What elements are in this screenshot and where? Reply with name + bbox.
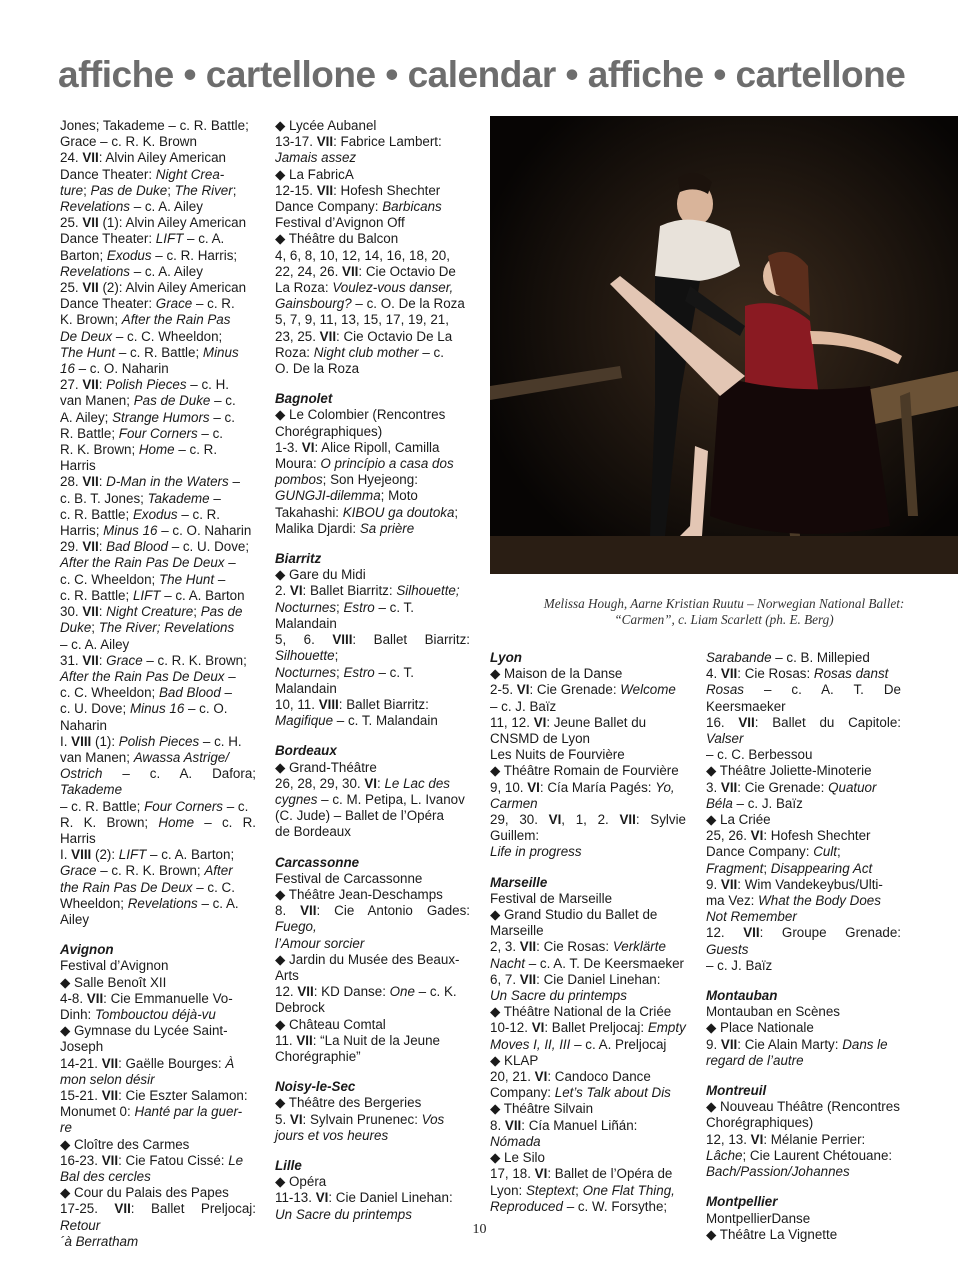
listing-line: Fragment; Disappearing Act	[706, 860, 873, 876]
listing-line: 14-21. VII: Gaëlle Bourges: À	[60, 1055, 235, 1071]
listing-line: 11, 12. VI: Jeune Ballet du	[490, 714, 647, 730]
listing-line: Bach/Passion/Johannes	[706, 1164, 850, 1180]
listing-line: Rosas – c. A. T. De Keersmaeker	[706, 682, 901, 714]
listing-line: 2. VI: Ballet Biarritz: Silhouette;	[275, 583, 460, 599]
listing-line: 17-25. VII: Ballet Preljocaj: Retour	[60, 1201, 256, 1233]
listing-column-1	[60, 118, 256, 1250]
listing-line: Malandain	[275, 615, 337, 631]
listing-line: van Manen; Awassa Astrige/	[60, 749, 229, 765]
listing-line: ◆ Château Comtal	[275, 1016, 386, 1032]
city-heading: Montpellier	[706, 1194, 778, 1210]
listing-line: Grace – c. R. K. Brown	[60, 134, 197, 150]
listing-line: Bal des cercles	[60, 1169, 151, 1184]
listing-line: ◆ Théâtre du Balcon	[275, 231, 399, 247]
listing-line: Lâche; Cie Laurent Chétouane:	[706, 1147, 893, 1163]
listing-line: ◆ Théâtre Jean-Deschamps	[275, 886, 443, 902]
listing-line: ture; Pas de Duke; The River;	[60, 182, 237, 198]
listing-line: Dance Company: Cult;	[706, 844, 841, 860]
listing-line: 9. VII: Wim Vandekeybus/Ulti-	[706, 876, 883, 892]
listing-line: 12, 13. VI: Mélanie Perrier:	[706, 1131, 866, 1147]
listing-line: Reproduced – c. W. Forsythe;	[490, 1198, 668, 1214]
listing-line: Wheeldon; Revelations – c. A.	[60, 895, 239, 911]
listing-line: Marseille	[490, 923, 544, 939]
listing-line: ◆ Théâtre des Bergeries	[275, 1095, 422, 1111]
listing-line: ◆ Théâtre Silvain	[490, 1101, 594, 1117]
listing-line: ◆ Le Colombier (Rencontres	[275, 407, 446, 423]
listing-line: Dance Theater: Night Crea-	[60, 166, 225, 182]
listing-line: ◆ Théâtre National de la Criée	[490, 1004, 672, 1020]
listing-line: Sarabande – c. B. Millepied	[706, 650, 870, 665]
listing-line: Dance Company: Barbicans	[275, 199, 442, 215]
listing-line: Nacht – c. A. T. De Keersmaeker	[490, 955, 685, 971]
listing-line: I. VIII (2): LIFT – c. A. Barton;	[60, 847, 235, 863]
listing-column-3	[490, 650, 686, 1215]
listing-line: 22, 24, 26. VII: Cie Octavio De	[275, 263, 456, 279]
listing-line: cygnes – c. M. Petipa, L. Ivanov	[275, 791, 465, 807]
listing-line: pombos; Son Hyejeong:	[275, 472, 418, 488]
listing-line: Chorégraphiques)	[706, 1115, 814, 1131]
listing-line: Magifique – c. T. Malandain	[275, 713, 438, 729]
listing-line: ◆ La FabricA	[275, 166, 354, 182]
listing-line: Arts	[275, 967, 299, 983]
listing-line: 5. VI: Sylvain Prunenec: Vos	[275, 1111, 445, 1127]
listing-line: Dance Theater: LIFT – c. A.	[60, 231, 225, 247]
listing-line: 15-21. VII: Cie Eszter Salamon:	[60, 1087, 248, 1103]
listing-line: O. De la Roza	[275, 361, 360, 377]
listing-line: Monumet 0: Hanté par la guer-	[60, 1104, 243, 1120]
listing-line: 6, 7. VII: Cie Daniel Linehan:	[490, 971, 661, 987]
listing-line: R. K. Brown; Home – c. R. Harris	[60, 814, 256, 846]
listing-line: ◆ Gare du Midi	[275, 567, 366, 583]
listing-line: Barton; Exodus – c. R. Harris;	[60, 247, 238, 263]
city-heading: Bordeaux	[275, 743, 337, 759]
listing-line: After the Rain Pas De Deux –	[60, 668, 236, 684]
listing-line: Un Sacre du printemps	[275, 1206, 412, 1222]
listing-line: ◆ Gymnase du Lycée Saint-	[60, 1023, 228, 1039]
listing-line: Festival d’Avignon	[60, 958, 169, 974]
dance-photo-illustration	[490, 116, 958, 574]
listing-line: Moura: O princípio a casa dos	[275, 456, 454, 472]
listing-line: Takahashi: KIBOU ga doutoka;	[275, 504, 459, 520]
listing-line: 25, 26. VI: Hofesh Shechter	[706, 828, 871, 844]
listing-line: 2, 3. VII: Cie Rosas: Verklärte	[490, 939, 666, 955]
listing-line: 9, 10. VI: Cía María Pagés: Yo,	[490, 779, 675, 795]
listing-line: Nocturnes; Estro – c. T.	[275, 599, 414, 615]
listing-line: c. R. Battle; LIFT – c. A. Barton	[60, 587, 245, 603]
listing-line: 10, 11. VIII: Ballet Biarritz:	[275, 696, 429, 712]
listing-line: Malika Djardi: Sa prière	[275, 520, 415, 536]
listing-line: 4. VII: Cie Rosas: Rosas danst	[706, 666, 889, 682]
listing-line: Chorégraphie”	[275, 1048, 361, 1064]
listing-line: Life in progress	[490, 844, 582, 860]
listing-line: ◆ Grand-Théâtre	[275, 759, 377, 775]
listing-column-2	[275, 118, 470, 1223]
listing-line: Gainsbourg? – c. O. De la Roza	[275, 296, 465, 312]
listing-line: 11-13. VI: Cie Daniel Linehan:	[275, 1190, 453, 1206]
listing-line: Grace – c. R. K. Brown; After	[60, 863, 233, 879]
listing-line: ´à Berratham	[60, 1233, 139, 1249]
listing-line: K. Brown; After the Rain Pas	[60, 312, 231, 328]
listing-line: ◆ Lycée Aubanel	[275, 118, 377, 133]
listing-line: Harris	[60, 458, 96, 474]
listing-line: the Rain Pas De Deux – c. C.	[60, 879, 235, 895]
listing-line: re	[60, 1120, 72, 1136]
listing-line: Nómada	[490, 1133, 541, 1149]
listing-line: 4, 6, 8, 10, 12, 14, 16, 18, 20,	[275, 247, 450, 263]
city-heading: Marseille	[490, 874, 548, 890]
listing-line: Moves I, II, III – c. A. Preljocaj	[490, 1036, 667, 1052]
listing-line: Dance Theater: Grace – c. R.	[60, 296, 235, 312]
listing-line: ◆ Place Nationale	[706, 1020, 814, 1036]
listing-line: 13-17. VII: Fabrice Lambert:	[275, 134, 442, 150]
listing-line: Malandain	[275, 680, 337, 696]
listing-line: 29, 30. VI, 1, 2. VII: Sylvie Guillem:	[490, 812, 686, 844]
listing-line: 28. VII: D-Man in the Waters –	[60, 474, 240, 490]
listing-line: ◆ La Criée	[706, 812, 771, 828]
listing-line: 8. VII: Cie Antonio Gades: Fuego,	[275, 903, 471, 935]
listing-line: 12. VII: KD Danse: One – c. K.	[275, 984, 457, 1000]
listing-line: Revelations – c. A. Ailey	[60, 263, 203, 279]
listing-line: 30. VII: Night Creature; Pas de	[60, 604, 243, 620]
listing-line: ◆ KLAP	[490, 1052, 539, 1068]
listing-line: 26, 28, 29, 30. VI: Le Lac des	[275, 775, 450, 791]
listing-line: A. Ailey; Strange Humors – c.	[60, 409, 235, 425]
listing-line: ◆ Salle Benoît XII	[60, 974, 167, 990]
listing-line: 2-5. VI: Cie Grenade: Welcome	[490, 682, 676, 698]
listing-line: van Manen; Pas de Duke – c.	[60, 393, 236, 409]
listing-line: c. U. Dove; Minus 16 – c. O.	[60, 701, 228, 717]
listing-line: ◆ Cloître des Carmes	[60, 1136, 190, 1152]
city-heading: Bagnolet	[275, 391, 333, 407]
listing-line: Naharin	[60, 717, 107, 733]
dance-photo	[490, 116, 958, 574]
listing-line: 27. VII: Polish Pieces – c. H.	[60, 377, 229, 393]
listing-line: 8. VII: Cía Manuel Liñán:	[490, 1117, 638, 1133]
listing-line: Ostrich – c. A. Dafora; Takademe	[60, 766, 256, 798]
listing-line: – c. R. Battle; Four Corners – c.	[60, 798, 249, 814]
city-heading: Lille	[275, 1157, 302, 1173]
caption-line-2: “Carmen”, c. Liam Scarlett (ph. E. Berg)	[614, 612, 834, 628]
listing-line: 17, 18. VI: Ballet de l’Opéra de	[490, 1166, 673, 1182]
listing-line: Béla – c. J. Baïz	[706, 795, 803, 811]
city-heading: Carcassonne	[275, 854, 360, 870]
listing-line: ◆ Grand Studio du Ballet de	[490, 907, 658, 923]
city-heading: Noisy-le-Sec	[275, 1079, 356, 1095]
listing-line: c. R. Battle; Exodus – c. R.	[60, 506, 221, 522]
listing-line: l’Amour sorcier	[275, 935, 365, 951]
listing-line: ◆ Théâtre Romain de Fourvière	[490, 763, 679, 779]
listing-line: Jamais assez	[275, 150, 357, 166]
listing-line: ◆ Opéra	[275, 1174, 327, 1190]
listing-line: 10-12. VI: Ballet Preljocaj: Empty	[490, 1020, 686, 1036]
listing-line: After the Rain Pas De Deux –	[60, 555, 236, 571]
listing-line: The Hunt – c. R. Battle; Minus	[60, 344, 239, 360]
listing-line: Festival de Carcassonne	[275, 870, 423, 886]
listing-line: 23, 25. VII: Cie Octavio De La	[275, 328, 453, 344]
listing-line: 11. VII: “La Nuit de la Jeune	[275, 1032, 441, 1048]
listing-line: c. C. Wheeldon; The Hunt –	[60, 571, 226, 587]
listing-line: 25. VII (1): Alvin Ailey American	[60, 215, 247, 231]
listing-line: 29. VII: Bad Blood – c. U. Dove;	[60, 539, 250, 555]
listing-line: Chorégraphiques)	[275, 423, 383, 439]
listing-line: 12-15. VII: Hofesh Shechter	[275, 182, 441, 198]
listing-line: mon selon désir	[60, 1071, 155, 1087]
city-heading: Biarritz	[275, 551, 322, 567]
listing-line: 25. VII (2): Alvin Ailey American	[60, 280, 247, 296]
masthead-title: affiche • cartellone • calendar • affiche • cartellone	[58, 54, 906, 95]
listing-line: 5, 7, 9, 11, 13, 15, 17, 19, 21,	[275, 312, 449, 328]
listing-line: ◆ Le Silo	[490, 1150, 545, 1166]
listing-line: c. C. Wheeldon; Bad Blood –	[60, 685, 232, 701]
listing-line: Nocturnes; Estro – c. T.	[275, 664, 414, 680]
listing-line: Jones; Takademe – c. R. Battle;	[60, 118, 249, 133]
listing-line: Harris; Minus 16 – c. O. Naharin	[60, 523, 252, 539]
listing-line: Festival d’Avignon Off	[275, 215, 405, 231]
listing-line: ◆ Nouveau Théâtre (Rencontres	[706, 1099, 900, 1115]
photo-caption	[490, 596, 958, 628]
listing-line: CNSMD de Lyon	[490, 731, 590, 747]
city-heading: Montauban	[706, 988, 778, 1004]
listing-line: c. B. T. Jones; Takademe –	[60, 490, 221, 506]
listing-line: 1-3. VI: Alice Ripoll, Camilla	[275, 439, 440, 455]
listing-line: ◆ Jardin du Musée des Beaux-	[275, 951, 460, 967]
listing-line: ma Vez: What the Body Does	[706, 893, 881, 909]
listing-line: Un Sacre du printemps	[490, 988, 627, 1004]
listing-line: Lyon: Steptext; One Flat Thing,	[490, 1182, 675, 1198]
listing-line: 20, 21. VI: Candoco Dance	[490, 1069, 651, 1085]
listing-line: 4-8. VII: Cie Emmanuelle Vo-	[60, 990, 233, 1006]
listing-line: Company: Let’s Talk about Dis	[490, 1085, 671, 1101]
listing-line: 16 – c. O. Naharin	[60, 361, 169, 377]
listing-line: MontpellierDanse	[706, 1210, 811, 1226]
city-heading: Lyon	[490, 650, 522, 665]
page-number: 10	[472, 1222, 487, 1237]
listing-line: Duke; The River; Revelations	[60, 620, 235, 636]
listing-column-4	[706, 650, 901, 1243]
listing-line: 9. VII: Cie Alain Marty: Dans le	[706, 1036, 888, 1052]
listing-line: – c. J. Baïz	[706, 957, 773, 973]
listing-line: Joseph	[60, 1039, 104, 1055]
listing-line: Carmen	[490, 795, 538, 811]
listing-line: 16-23. VII: Cie Fatou Cissé: Le	[60, 1152, 244, 1168]
listing-line: R. Battle; Four Corners – c.	[60, 425, 223, 441]
listing-line: de Bordeaux	[275, 824, 351, 840]
listing-line: 24. VII: Alvin Ailey American	[60, 150, 226, 166]
listing-line: 5, 6. VIII: Ballet Biarritz: Silhouette;	[275, 632, 471, 664]
city-heading: Montreuil	[706, 1083, 767, 1099]
listing-line: ◆ Théâtre Joliette-Minoterie	[706, 763, 872, 779]
city-heading: Avignon	[60, 942, 114, 958]
listing-line: – c. J. Baïz	[490, 698, 557, 714]
listing-line: Montauban en Scènes	[706, 1004, 841, 1020]
listing-line: Les Nuits de Fourvière	[490, 747, 625, 763]
listing-line: Not Remember	[706, 909, 797, 925]
listing-line: – c. C. Berbessou	[706, 747, 813, 763]
listing-line: Revelations – c. A. Ailey	[60, 199, 203, 215]
listing-line: Dinh: Tombouctou déjà-vu	[60, 1006, 216, 1022]
listing-line: regard de l’autre	[706, 1052, 804, 1068]
listing-line: ◆ Théâtre La Vignette	[706, 1226, 838, 1242]
listing-line: Festival de Marseille	[490, 890, 613, 906]
listing-line: Roza: Night club mother – c.	[275, 344, 444, 360]
listing-line: 3. VII: Cie Grenade: Quatuor	[706, 779, 877, 795]
listing-line: jours et vos heures	[275, 1127, 389, 1143]
listing-line: ◆ Maison de la Danse	[490, 666, 623, 682]
listing-line: R. K. Brown; Home – c. R.	[60, 442, 218, 458]
listing-line: 12. VII: Groupe Grenade: Guests	[706, 925, 901, 957]
listing-line: ◆ Cour du Palais des Papes	[60, 1185, 229, 1201]
listing-line: Debrock	[275, 1000, 325, 1016]
listing-line: (C. Jude) – Ballet de l’Opéra	[275, 808, 444, 824]
listing-line: Ailey	[60, 911, 90, 927]
listing-line: – c. A. Ailey	[60, 636, 130, 652]
listing-line: 16. VII: Ballet du Capitole: Valser	[706, 714, 901, 747]
listing-line: La Roza: Voulez-vous danser,	[275, 280, 454, 296]
caption-line-1: Melissa Hough, Aarne Kristian Ruutu – Norwegian National Ballet:	[543, 596, 905, 611]
listing-line: 31. VII: Grace – c. R. K. Brown;	[60, 652, 247, 668]
listing-line: GUNGJI-dilemma; Moto	[275, 488, 418, 504]
listing-line: I. VIII (1): Polish Pieces – c. H.	[60, 733, 242, 749]
listing-line: De Deux – c. C. Wheeldon;	[60, 328, 223, 344]
